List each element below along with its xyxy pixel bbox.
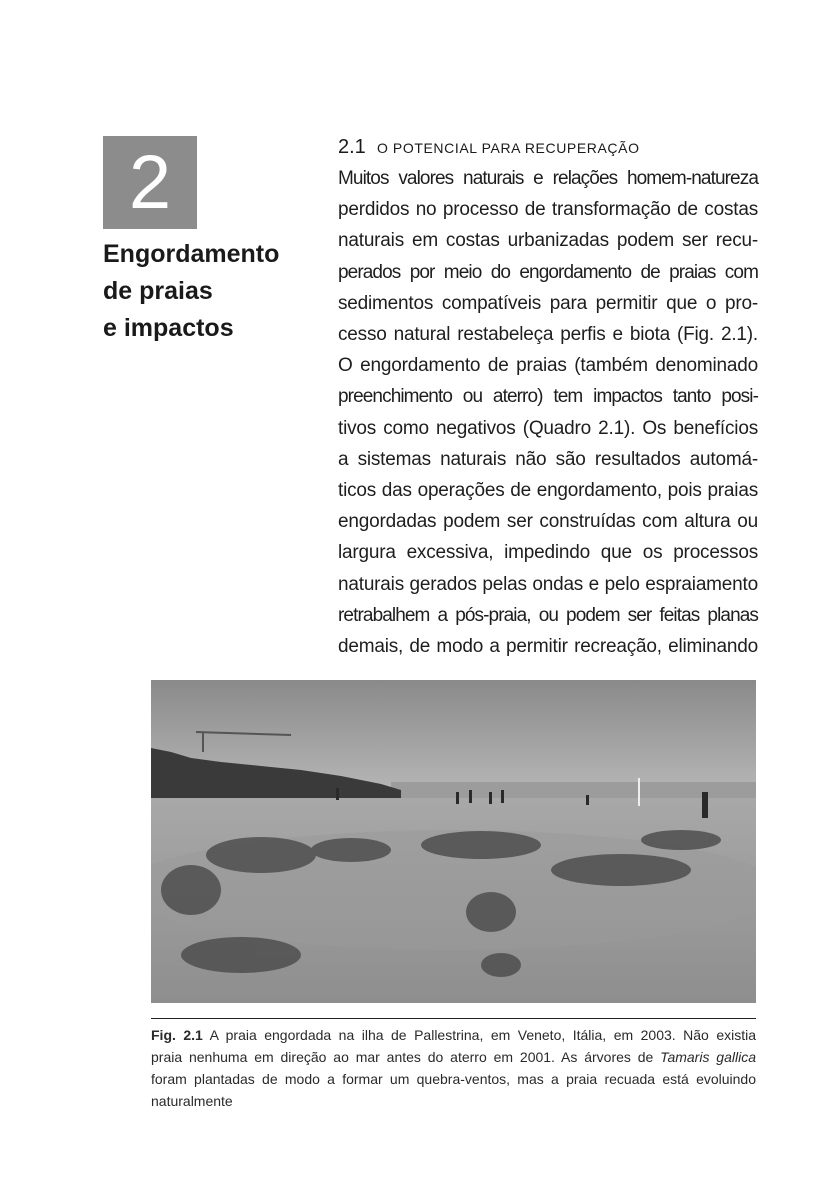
body-line: largura excessiva, impedindo que os processos [338,542,758,564]
body-line: preenchimento ou aterro) tem impactos tanto posi- [338,386,758,408]
body-paragraph [338,163,758,662]
body-line: perados por meio do engordamento de praias com [338,261,758,283]
beach-photo [151,680,756,1003]
chapter-number: 2 [128,139,172,225]
body-line: tivos como negativos (Quadro 2.1). Os benefícios [338,417,758,439]
species-name: Tamaris gallica [660,1049,756,1065]
body-line: retrabalhem a pós-praia, ou podem ser feitas planas [338,604,758,626]
body-line: sedimentos compatíveis para permitir que o pro- [338,292,758,314]
body-line: Muitos valores naturais e relações homem-natureza [338,168,758,189]
section-title: O POTENCIAL PARA RECUPERAÇÃO [376,140,640,156]
body-line: engordadas podem ser construídas com altura ou [338,511,758,533]
section-number: 2.1 [338,136,366,158]
caption-line: foram plantadas de modo a formar um quebra-ventos, mas a praia recuada está evoluindo [151,1071,756,1087]
body-line: a sistemas naturais não são resultados automá- [338,448,758,470]
chapter-title-line: de praias [103,277,213,305]
body-line: demais, de modo a permitir recreação, eliminando [338,636,758,658]
body-line: naturais gerados pelas ondas e pelo espraiamento [338,573,758,595]
section-heading [338,132,640,163]
chapter-title [103,236,303,347]
body-line: naturais em costas urbanizadas podem ser recu- [338,230,758,252]
body-line: ticos das operações de engordamento, pois praias [338,480,758,502]
caption-line [151,1046,756,1068]
body-line: O engordamento de praias (também denominado [338,355,758,377]
caption-text: praia nenhuma em direção ao mar antes do aterro em 2001. As árvores de [151,1049,661,1065]
caption-line: naturalmente [151,1093,233,1109]
body-line: cesso natural restabeleça perfis e biota (Fig. 2.1). [338,324,758,346]
caption-line [151,1024,756,1046]
caption-rule [151,1018,756,1019]
chapter-title-line: e impactos [103,314,234,342]
figure-label: Fig. 2.1 [151,1027,203,1043]
chapter-title-line: Engordamento [103,240,280,268]
figure-caption [151,1024,756,1112]
body-line: perdidos no processo de transformação de costas [338,199,758,221]
caption-text: A praia engordada na ilha de Pallestrina, em Veneto, Itália, em 2003. Não existia [209,1027,757,1043]
chapter-number-box [103,136,197,229]
